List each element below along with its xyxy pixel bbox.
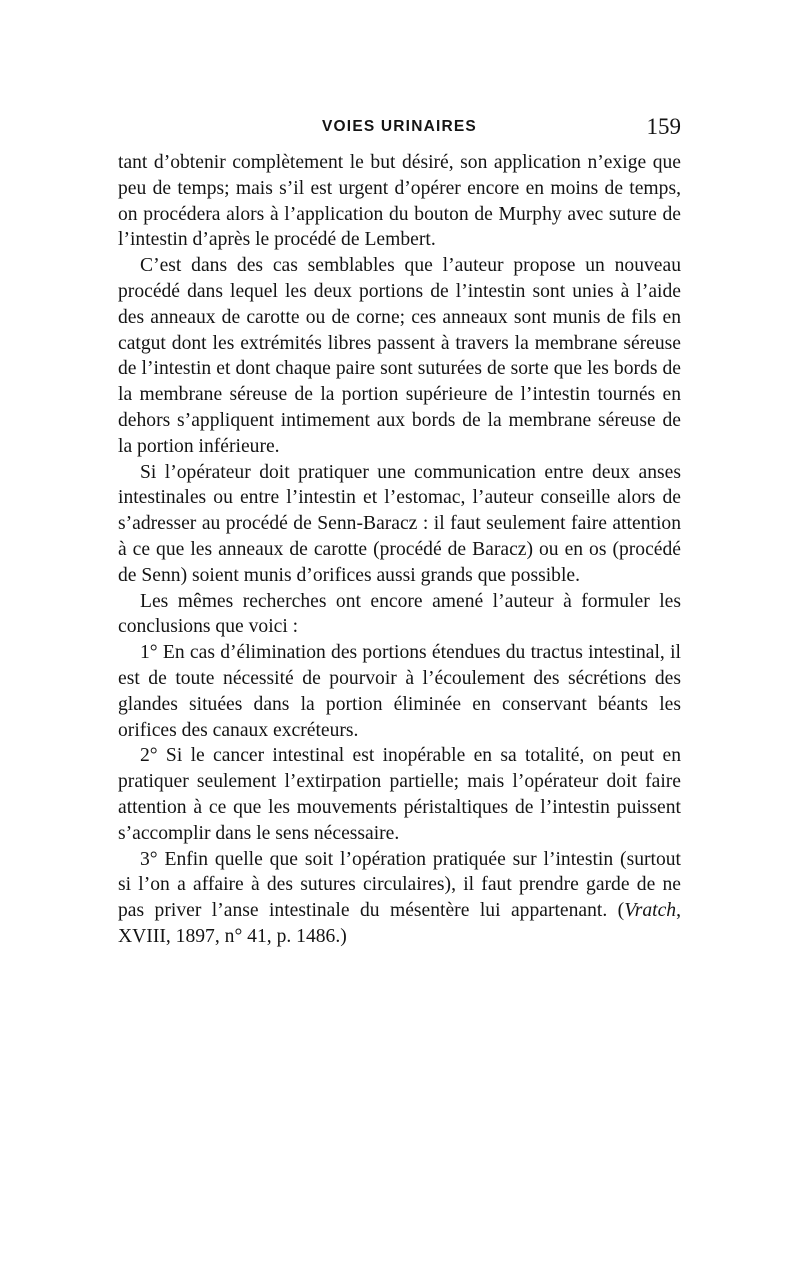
conclusion-3-text: 3° Enfin quelle que soit l’opération pratiquée sur l’intestin (surtout si l’on a affaire à des sutures circulaires), il faut prendre garde de ne pas priver l’anse intestinale du mésentère lui appartenant. (: [118, 848, 681, 922]
page-number: 159: [646, 114, 681, 139]
paragraph-new-procedure: C’est dans des cas semblables que l’auteur propose un nouveau procédé dans lequel les deux portions de l’intestin sont unies à l’aide des anneaux de carotte ou de corne; ces anneaux sont munis de fils en catgut dont les extrémités libres passent à travers la membrane séreuse de l’intestin et dont chaque paire sont suturées de sorte que les bords de la membrane séreuse de la portion supérieure de l’intestin tournés en dehors s’appliquent intimement aux bords de la membrane séreuse de la portion inférieure.: [118, 255, 681, 457]
citation-details: , XVIII, 1897, n° 41, p. 1486.): [118, 900, 681, 947]
paragraph-conclusion-3: [118, 847, 681, 950]
paragraph-continuation: tant d’obtenir complètement le but désiré, son application n’exige que peu de temps; mais s’il est urgent d’opérer encore en moins de temps, on procédera alors à l’application du bouton de Murphy avec suture de l’intestin d’après le procédé de Lembert.: [118, 152, 681, 251]
paragraph-conclusion-1: 1° En cas d’élimination des portions étendues du tractus intestinal, il est de toute nécessité de pourvoir à l’écoulement des sécrétions des glandes situées dans la portion éliminée en conservant béants les orifices des canaux excréteurs.: [118, 642, 681, 741]
paragraph-conclusion-2: 2° Si le cancer intestinal est inopérable en sa totalité, on peut en pratiquer seulement l’extirpation partielle; mais l’opérateur doit faire attention à ce que les mouvements péristaltiques de l’intestin puissent s’accomplir dans le sens nécessaire.: [118, 745, 681, 844]
body-text: [118, 150, 681, 950]
citation-journal: Vratch: [624, 900, 677, 922]
paragraph-senn-baracz: Si l’opérateur doit pratiquer une communication entre deux anses intestinales ou entre l’intestin et l’estomac, l’auteur conseille alors de s’adresser au procédé de Senn-Baracz : il faut seulement faire attention à ce que les anneaux de carotte (procédé de Baracz) ou en os (procédé de Senn) soient munis d’orifices aussi grands que possible.: [118, 461, 681, 586]
running-head: [118, 112, 681, 142]
paragraph-conclusions-intro: Les mêmes recherches ont encore amené l’auteur à formuler les conclusions que voici :: [118, 590, 681, 638]
running-title: VOIES URINAIRES: [322, 118, 477, 135]
